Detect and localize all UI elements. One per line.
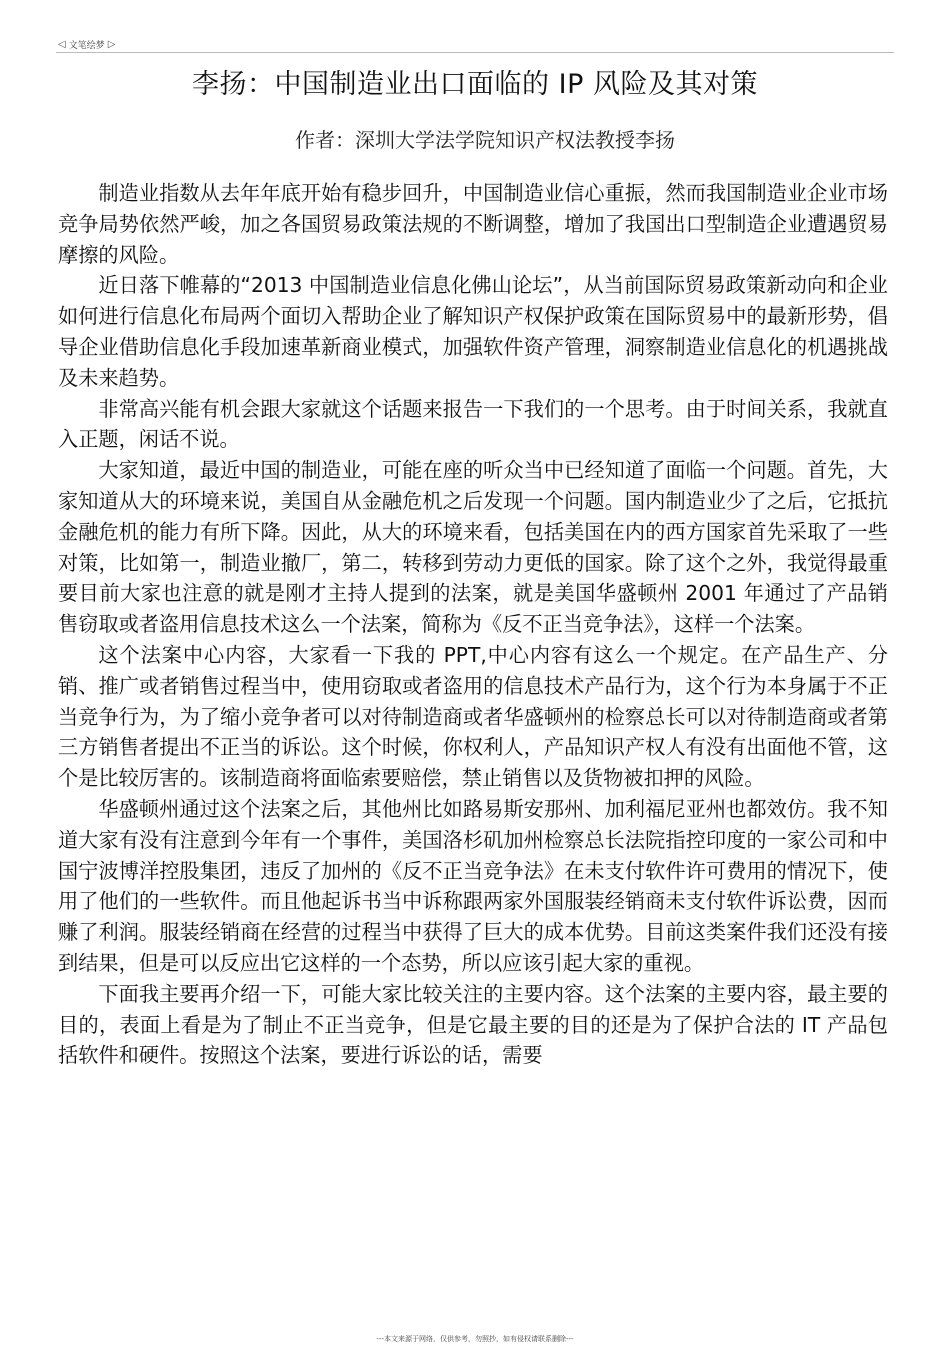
footer-notice: ---本文来源于网络，仅供参考，勿照抄，如有侵权请联系删除--- — [376, 1335, 574, 1343]
paragraph: 大家知道，最近中国的制造业，可能在座的听众当中已经知道了面临一个问题。首先，大家知道从大的环境来说，美国自从金融危机之后发现一个问题。国内制造业少了之后，它抵抗金融危机的能力有所下降。因此，从大的环境来看，包括美国在内的西方国家首先采取了一些对策，比如第一，制造业撤厂，第二，转移到劳动力更低的国家。除了这个之外，我觉得最重要目前大家也注意的就是刚才主持人提到的法案，就是美国华盛顿州 2001 年通过了产品销售窃取或者盗用信息技术这么一个法案，简称为《反不正当竞争法》，这样一个法案。 — [58, 458, 888, 637]
paragraph: 华盛顿州通过这个法案之后，其他州比如路易斯安那州、加利福尼亚州也都效仿。我不知道大家有没有注意到今年有一个事件，美国洛杉矶加州检察总长法院指控印度的一家公司和中国宁波博洋控股集团，违反了加州的《反不正当竞争法》在未支付软件许可费用的情况下，使用了他们的一些软件。而且他起诉书当中诉称跟两家外国服装经销商未支付软件诉讼费，因而赚了利润。服装经销商在经营的过程当中获得了巨大的成本优势。目前这类案件我们还没有接到结果，但是可以反应出它这样的一个态势，所以应该引起大家的重视。 — [58, 796, 888, 975]
right-triangle-icon: ▷ — [107, 39, 116, 50]
paragraph: 下面我主要再介绍一下，可能大家比较关注的主要内容。这个法案的主要内容，最主要的目的，表面上看是为了制止不正当竞争，但是它最主要的目的还是为了保护合法的 IT 产品包括软件和硬件。按照这个法案，要进行诉讼的话，需要 — [58, 981, 888, 1068]
paragraph: 这个法案中心内容，大家看一下我的 PPT,中心内容有这么一个规定。在产品生产、分销、推广或者销售过程当中，使用窃取或者盗用的信息技术产品行为，这个行为本身属于不正当竞争行为，为了缩小竞争者可以对待制造商或者华盛顿州的检察总长可以对待制造商或者第三方销售者提出不正当的诉讼。这个时候，你权利人，产品知识产权人有没有出面他不管，这个是比较厉害的。该制造商将面临索要赔偿，禁止销售以及货物被扣押的风险。 — [58, 642, 888, 791]
paragraph: 非常高兴能有机会跟大家就这个话题来报告一下我们的一个思考。由于时间关系，我就直入正题，闲话不说。 — [58, 396, 888, 452]
header-mark — [58, 38, 115, 51]
header-mark-label: 文笔绘梦 — [68, 41, 105, 51]
document-title: 李扬：中国制造业出口面临的 IP 风险及其对策 — [192, 69, 758, 100]
header-divider — [56, 52, 894, 53]
author-line: 作者：深圳大学法学院知识产权法教授李扬 — [295, 128, 675, 152]
paragraph: 近日落下帷幕的“2013 中国制造业信息化佛山论坛”，从当前国际贸易政策新动向和企业如何进行信息化布局两个面切入帮助企业了解知识产权保护政策在国际贸易中的最新形势，倡导企业借助信息化手段加速革新商业模式，加强软件资产管理，洞察制造业信息化的机遇挑战及未来趋势。 — [58, 273, 888, 390]
document-body — [58, 178, 888, 1071]
left-triangle-icon: ◁ — [58, 39, 66, 50]
paragraph: 制造业指数从去年年底开始有稳步回升，中国制造业信心重振，然而我国制造业企业市场竞争局势依然严峻，加之各国贸易政策法规的不断调整，增加了我国出口型制造企业遭遇贸易摩擦的风险。 — [58, 181, 888, 267]
